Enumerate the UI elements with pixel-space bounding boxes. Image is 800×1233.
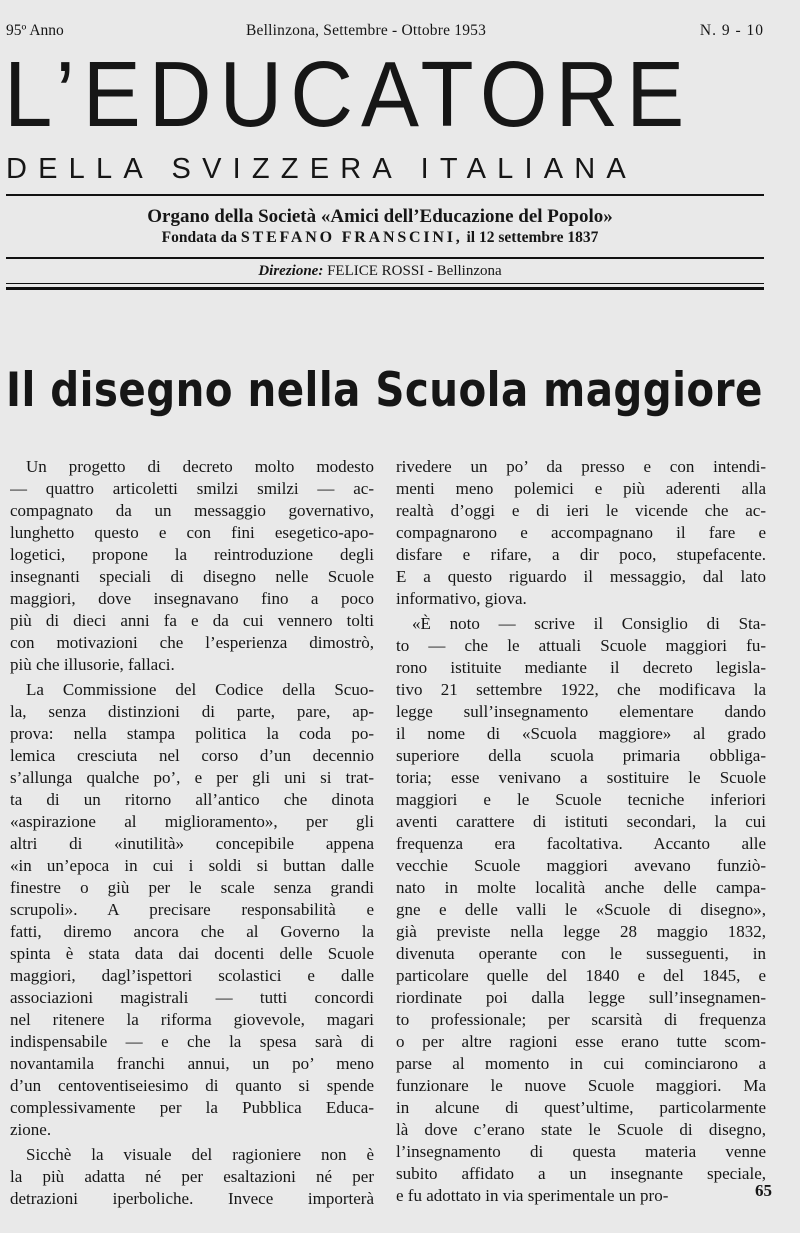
issue-place-date: Bellinzona, Settembre - Ottobre 1953 xyxy=(246,22,487,39)
founded-prefix: Fondata da xyxy=(161,229,238,246)
text-line: fatti, diremo ancora che al Governo la xyxy=(10,922,374,941)
text-line: e fu adottato in via sperimentale un pro- xyxy=(396,1186,669,1205)
text-line: logetici, propone la reintroduzione degli xyxy=(10,545,374,564)
text-line: funzionare le nuove Scuole maggiori. Ma xyxy=(396,1076,766,1095)
text-line: d’un centoventiseiesimo di quanto si spende xyxy=(10,1076,374,1095)
article-paragraph xyxy=(396,456,766,610)
divider-rule xyxy=(6,194,764,196)
masthead-subtitle: DELLA SVIZZERA ITALIANA xyxy=(6,153,637,185)
text-line: maggiori, dagl’ispettori scolastici e dalle xyxy=(10,966,374,985)
article-right-column xyxy=(396,456,766,1207)
text-line: zione. xyxy=(10,1120,52,1139)
text-line: più di dieci anni fa e da cui vennero tolti xyxy=(10,611,374,630)
text-line: l’insegnamento di questa materia venne xyxy=(396,1142,766,1161)
text-line: finestre o giù per le scale senza grandi xyxy=(10,878,374,897)
founder-name: STEFANO FRANSCINI, xyxy=(240,229,463,246)
text-line: «aspirazione al miglioramento», per gli xyxy=(10,812,374,831)
organization-line: Organo della Società «Amici dell’Educazione del Popolo» xyxy=(147,206,613,227)
text-line: altri di «inutilità» concepibile appena xyxy=(10,834,374,853)
article-left-column xyxy=(10,456,374,1210)
text-line: Sicchè la visuale del ragioniere non è xyxy=(26,1145,374,1164)
founder-line xyxy=(0,228,760,248)
text-line: to professionale; per scarsità di frequenza xyxy=(396,1010,766,1029)
text-line: complessivamente per la Pubblica Educa- xyxy=(10,1098,374,1117)
text-line: frequenza era facoltativa. Accanto alle xyxy=(396,834,766,853)
text-line: — quattro articoletti smilzi smilzi — ac- xyxy=(10,479,374,498)
text-line: più che illusorie, fallaci. xyxy=(10,655,175,674)
text-line: ta di un ritorno all’antico che dinota xyxy=(10,790,374,809)
text-line: E a questo riguardo il messaggio, dal lato xyxy=(396,567,766,586)
text-line: lunghetto questo e con fini esegetico-apo- xyxy=(10,523,374,542)
masthead-title: L’EDUCATORE xyxy=(4,42,693,146)
direction-line xyxy=(0,261,760,281)
issue-header xyxy=(6,22,764,42)
text-line: insegnanti speciali di disegno nelle Scuole xyxy=(10,567,374,586)
text-line: tivo 21 settembre 1922, che modificava la xyxy=(396,680,766,699)
text-line: prova: nella stampa politica la coda po- xyxy=(10,724,374,743)
text-line: parse al momento in cui cominciarono a xyxy=(396,1054,766,1073)
divider-rule xyxy=(6,287,764,290)
text-line: «in un’epoca in cui i soldi si buttan dalle xyxy=(10,856,374,875)
text-line: disfare e rifare, a dir poco, stupefacente. xyxy=(396,545,766,564)
text-line: associazioni magistrali — tutti concordi xyxy=(10,988,374,1007)
text-line: maggiori e le Scuole tecniche inferiori xyxy=(396,790,766,809)
text-line: il nome di «Scuola maggiore» al grado xyxy=(396,724,766,743)
article-paragraph xyxy=(10,679,374,1141)
text-line: già previste nella legge 28 maggio 1832, xyxy=(396,922,766,941)
text-line: gne e delle valli le «Scuole di disegno», xyxy=(396,900,766,919)
text-line: vecchie Scuole maggiori avevano funziò- xyxy=(396,856,766,875)
text-line: indispensabile — e che la spesa sarà di xyxy=(10,1032,374,1051)
text-line: divenuta operante con le susseguenti, in xyxy=(396,944,766,963)
divider-rule xyxy=(6,283,764,284)
text-line: aventi carattere di istituti secondari, la cui xyxy=(396,812,766,831)
text-line: rivedere un po’ da presso e con intendi- xyxy=(396,457,766,476)
text-line: maggiori, dove insegnavano fino a poco xyxy=(10,589,374,608)
text-line: menti meno polemici e più aderenti alla xyxy=(396,479,766,498)
text-line: riordinate poi dalla legge sull’insegnamen- xyxy=(396,988,766,1007)
text-line: rono istituite mediante il decreto legisla- xyxy=(396,658,766,677)
text-line: spinta è stata data dai docenti delle Scuole xyxy=(10,944,374,963)
text-line: lemica cresciuta nel corso d’un decennio xyxy=(10,746,374,765)
direction-label: Direzione: xyxy=(258,263,324,279)
text-line: Un progetto di decreto molto modesto xyxy=(26,457,374,476)
direction-name: FELICE ROSSI - Bellinzona xyxy=(327,263,502,279)
text-line: to — che le attuali Scuole maggiori fu- xyxy=(396,636,766,655)
text-line: toria; esse venivano a sostituire le Scuole xyxy=(396,768,766,787)
text-line: legge sull’insegnamento elementare dando xyxy=(396,702,766,721)
text-line: detrazioni iperboliche. Invece importerà xyxy=(10,1189,374,1208)
text-line: là dove c’erano state le Scuole di disegno, xyxy=(396,1120,766,1139)
text-line: con motivazioni che l’esperienza dimostrò, xyxy=(10,633,374,652)
article-title: Il disegno nella Scuola maggiore xyxy=(6,363,763,418)
text-line: superiore della scuola primaria obbliga- xyxy=(396,746,766,765)
issue-number: N. 9 - 10 xyxy=(699,22,764,39)
text-line: nato in molte località anche delle campa- xyxy=(396,878,766,897)
article-paragraph xyxy=(396,613,766,1207)
text-line: particolare quelle del 1840 e del 1845, e xyxy=(396,966,766,985)
text-line: realtà d’oggi e di ieri le vicende che ac- xyxy=(396,501,766,520)
text-line: o per altre ragioni esse erano tutte scom- xyxy=(396,1032,766,1051)
text-line: compagnarono e accompagnano il fare e xyxy=(396,523,766,542)
text-line: «È noto — scrive il Consiglio di Sta- xyxy=(412,614,766,633)
text-line: informativo, giova. xyxy=(396,589,527,608)
article-paragraph xyxy=(10,1144,374,1210)
text-line: La Commissione del Codice della Scuo- xyxy=(26,680,374,699)
text-line: la più adatta né per esaltazioni né per xyxy=(10,1167,374,1186)
text-line: subito affidato a un insegnante speciale, xyxy=(396,1164,766,1183)
page-number: 65 xyxy=(755,1181,772,1200)
text-line: novantamila franchi annui, un po’ meno xyxy=(10,1054,374,1073)
divider-rule xyxy=(6,257,764,259)
text-line: scrupoli». A precisare responsabilità e xyxy=(10,900,374,919)
text-line: s’allunga qualche po’, e per gli uni si trat- xyxy=(10,768,374,787)
text-line: in alcune di quest’ultime, particolarmente xyxy=(396,1098,766,1117)
text-line: compagnato da un messaggio governativo, xyxy=(10,501,374,520)
text-line: nel ritenere la riforma giovevole, magari xyxy=(10,1010,374,1029)
article-paragraph xyxy=(10,456,374,676)
text-line: la, senza distinzioni di parte, pare, ap- xyxy=(10,702,374,721)
founded-date: il 12 settembre 1837 xyxy=(466,229,599,246)
issue-year: 95º Anno xyxy=(6,22,64,39)
